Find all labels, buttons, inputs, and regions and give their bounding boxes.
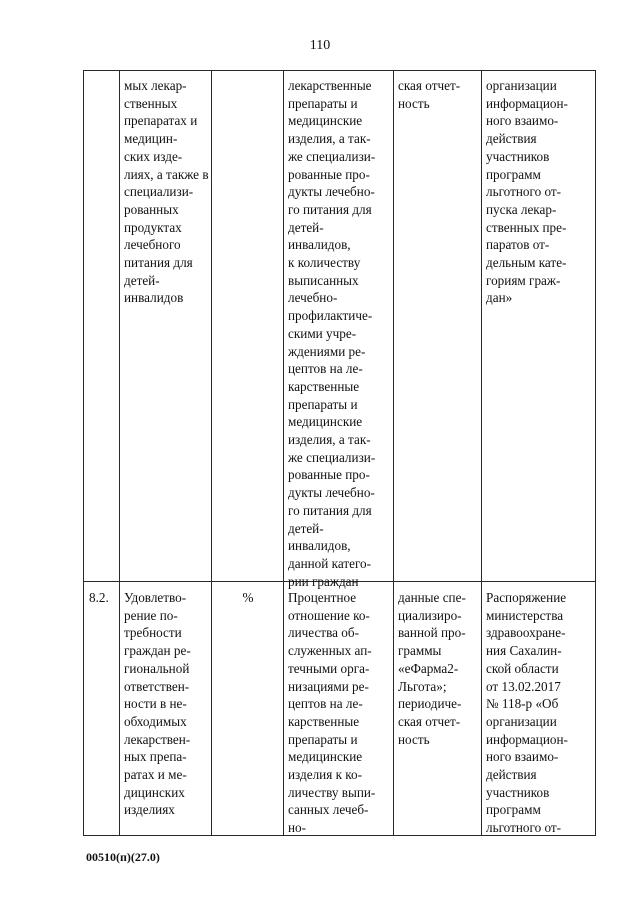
cell-legal-basis: Распоряжение министерства здравоохране- ния Сахалин- ской области от 13.02.2017 № 118-р «Об организации информацион- ного взаимо- действия участников программ льготного от- bbox=[486, 590, 568, 836]
cell-indicator-name: Удовлетво- рение по- требности граждан ре- гиональной ответствен- ности в не- обходимых лекарствен- ных препа- ратах и ме- дицинских изделиях bbox=[124, 590, 191, 818]
page-number: 110 bbox=[309, 38, 331, 53]
cell-data-source: ская отчет- ность bbox=[398, 78, 461, 111]
cell-calculation-method: лекарственные препараты и медицинские изделия, а так- же специализи- рованные про- дукты лечебно- го питания для детей- инвалидов, к количеству выписанных лечебно- профилактиче- скими учре- ждениями ре- цептов на ле- карственные препараты и медицинские изделия, а так- же специализи- рованные про- дукты лечебно- го питания для детей- инвалидов, данной катего- рии граждан bbox=[288, 78, 376, 589]
cell-data-source: данные спе- циализиро- ванной про- граммы «еФарма2- Льгота»; периодиче- ская отчет- ность bbox=[398, 590, 466, 747]
cell-unit: % bbox=[242, 590, 254, 605]
cell-indicator-name: мых лекар- ственных препаратах и медицин- ских изде- лиях, а также в специализи- рованных продуктах лечебного питания для детей- инвалидов bbox=[124, 78, 209, 306]
document-code: 00510(п)(27.0) bbox=[86, 850, 160, 864]
cell-legal-basis: организации информацион- ного взаимо- действия участников программ льготного от- пуска лекар- ственных пре- паратов от- дельным кате- гориям граж- дан» bbox=[486, 78, 568, 306]
cell-calculation-method: Процентное отношение ко- личества об- служенных ап- течными орга- низациями ре- цептов на ле- карственные препараты и медицинские изделия к ко- личеству выпи- санных лечеб- но- bbox=[288, 590, 376, 836]
cell-number: 8.2. bbox=[89, 590, 109, 605]
